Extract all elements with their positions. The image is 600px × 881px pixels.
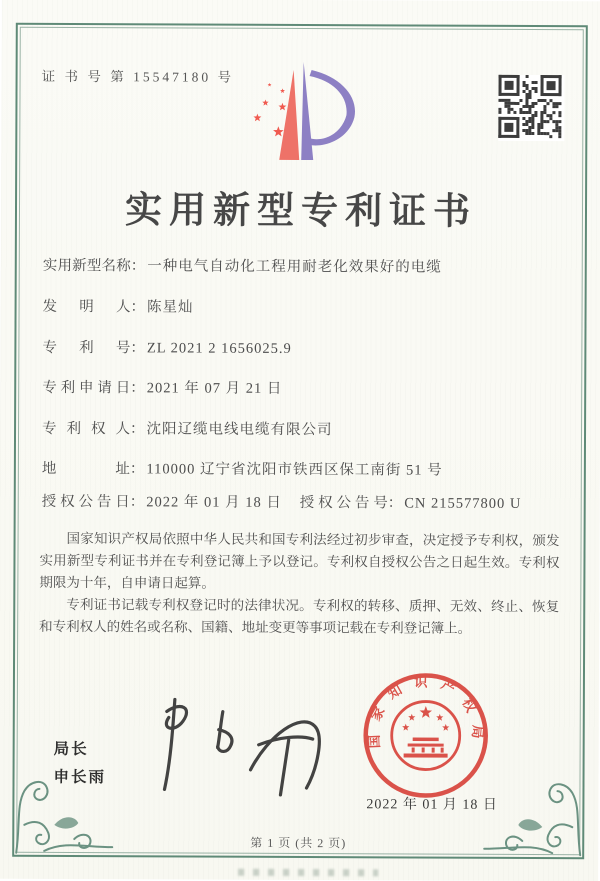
- field-label: 专利权人: [42, 420, 131, 438]
- field-value: 2021 年 07 月 21 日: [146, 380, 283, 397]
- national-emblem-icon: [392, 701, 460, 769]
- field-value: CN 215577800 U: [404, 495, 522, 512]
- page-footer: 第 1 页 (共 2 页): [250, 835, 347, 851]
- field-row-patent-no: [42, 336, 570, 359]
- field-colon: ：: [387, 495, 403, 512]
- logo-star-icon: [262, 99, 268, 105]
- body-paragraph-2: 专利证书记载专利权登记时的法律状况。专利权的转移、质押、无效、终止、恢复和专利权人的姓名或名称、国籍、地址变更等事项记载在专利登记簿上。: [39, 596, 560, 636]
- field-colon: ：: [130, 258, 146, 275]
- director-signature: [138, 694, 328, 800]
- field-label: 实用新型名称: [42, 257, 131, 275]
- field-label: 地址: [41, 460, 130, 478]
- field-value: 一种电气自动化工程用耐老化效果好的电缆: [147, 258, 442, 276]
- field-colon: ：: [130, 299, 146, 316]
- qr-code: [498, 75, 564, 141]
- cnipa-logo: [236, 55, 366, 166]
- field-colon: ：: [130, 421, 145, 438]
- seal-date: 2022 年 01 月 18 日: [366, 797, 498, 813]
- official-seal: [355, 665, 496, 811]
- logo-star-icon: [273, 126, 284, 136]
- legal-text: [39, 528, 559, 640]
- field-row-patentee: [42, 417, 570, 440]
- certificate-number: 证 书 号 第 15547180 号: [41, 68, 234, 85]
- field-label: 专利号: [42, 339, 131, 357]
- field-row-address: [42, 457, 570, 480]
- director-name: 申长雨: [53, 768, 107, 787]
- signer-block: [53, 736, 106, 792]
- field-colon: ：: [130, 340, 145, 357]
- field-value: 110000 辽宁省沈阳市铁西区保工南街 51 号: [146, 461, 443, 479]
- next-page-peek: [238, 869, 378, 877]
- field-row-grant: [42, 490, 570, 513]
- director-title: 局长: [53, 740, 89, 759]
- field-colon: ：: [129, 461, 145, 478]
- body-paragraph-1: 国家知识产权局依照中华人民共和国专利法经过初步审查，决定授予专利权，颁发实用新型专利证书并在专利登记簿上予以登记。专利权自授权公告之日起生效。专利权期限为十年，自申请日起算。: [39, 530, 560, 591]
- field-row-filing-date: [42, 376, 570, 399]
- field-label: 发明人: [42, 298, 131, 316]
- certificate-title: 实用新型专利证书: [124, 190, 478, 233]
- logo-star-icon: [278, 103, 286, 111]
- field-label: 授权公告号: [299, 494, 388, 512]
- field-row-name: [43, 254, 571, 277]
- seal-text: 国家知识产权局: [366, 674, 486, 752]
- logo-star-icon: [268, 83, 272, 87]
- field-colon: ：: [130, 380, 145, 397]
- field-value: 陈星灿: [147, 299, 194, 316]
- field-grant-number: [300, 491, 522, 513]
- field-colon: ：: [129, 494, 145, 511]
- logo-star-icon: [253, 114, 261, 122]
- field-label: 专利申请日: [42, 379, 131, 397]
- field-value: ZL 2021 2 1656025.9: [146, 340, 292, 357]
- field-value: 沈阳辽缆电线电缆有限公司: [146, 421, 333, 439]
- field-row-inventor: [43, 295, 571, 318]
- field-value: 2022 年 01 月 18 日: [146, 494, 282, 511]
- logo-star-icon: [280, 88, 285, 93]
- field-label: 授权公告日: [41, 493, 130, 511]
